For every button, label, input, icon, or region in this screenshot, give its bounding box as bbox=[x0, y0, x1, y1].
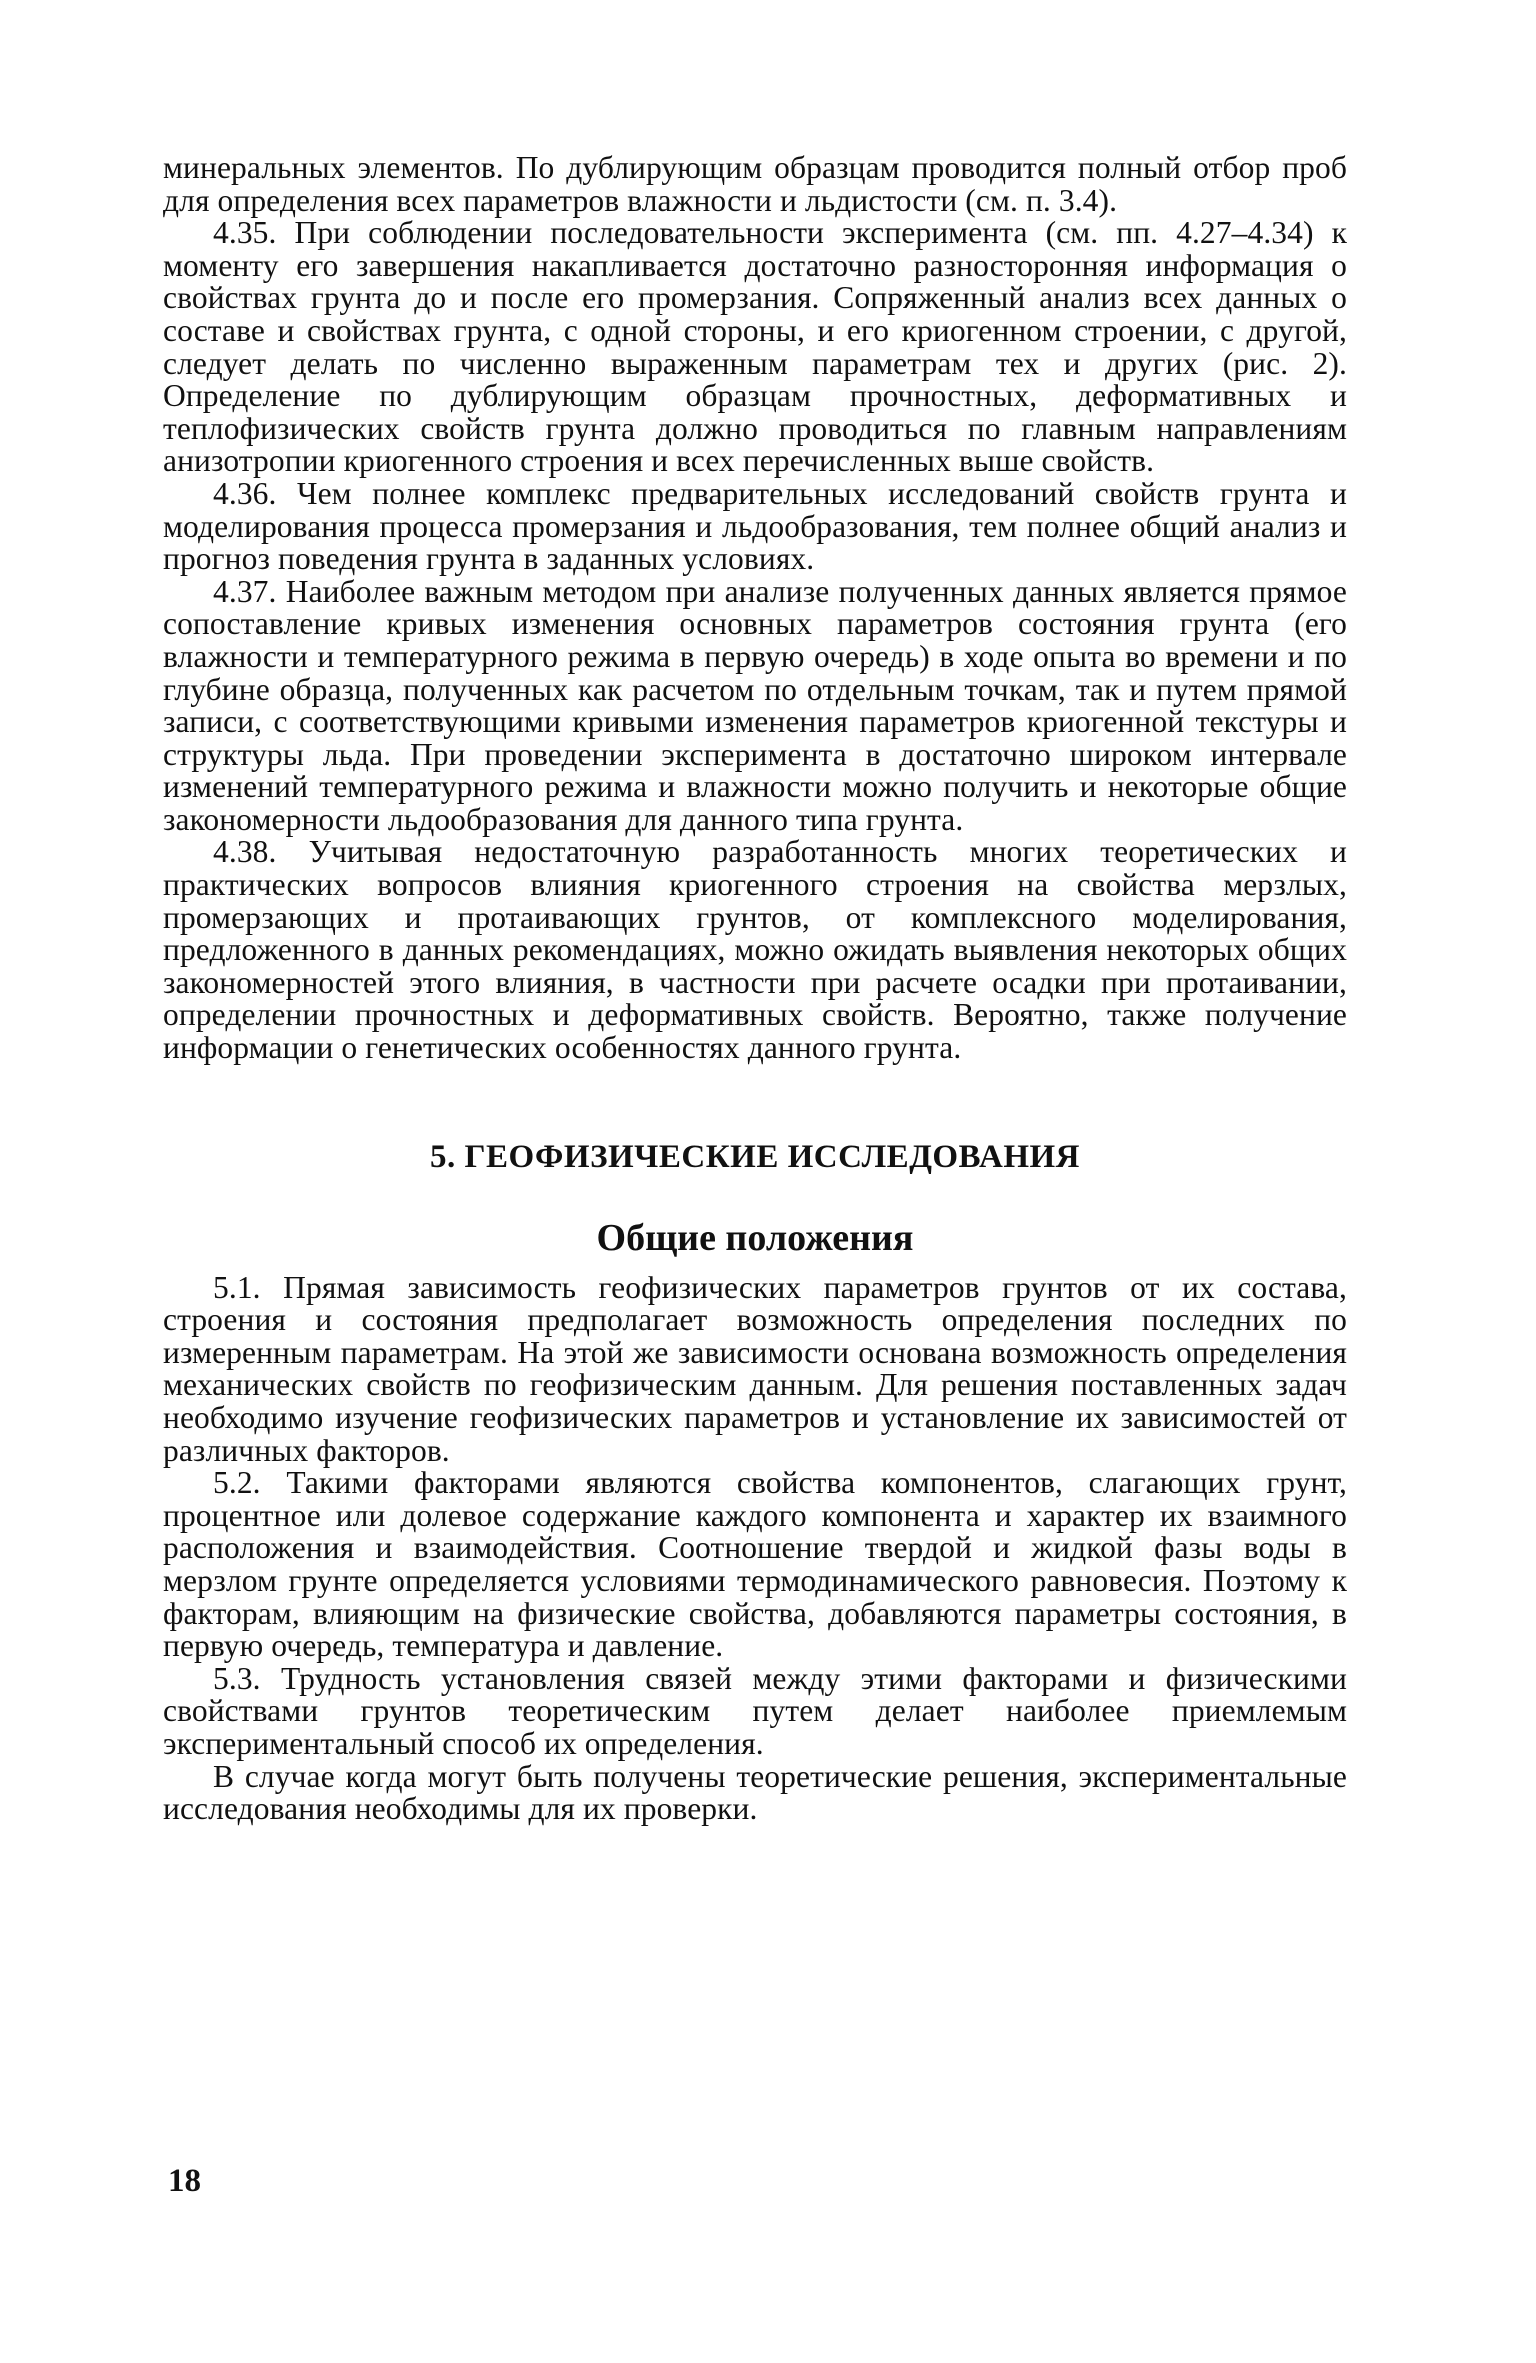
page-number: 18 bbox=[168, 2163, 201, 2199]
subsection-title: Общие положения bbox=[596, 1216, 914, 1259]
paragraph-5-3: 5.3. Трудность установления связей между этими факторами и физическими свойствами грунтов теоретическим путем делает наиболее приемлемым экспериментальный способ их определения. bbox=[163, 1660, 1347, 1761]
paragraph-4-35: 4.35. При соблюдении последовательности эксперимента (см. пп. 4.27–4.34) к моменту его завершения накапливается достаточно разносторонняя информация о свойствах грунта до и после его промерзания. Сопряженный анализ всех данных о составе и свойствах грунта, с одной стороны, и его криогенном строении, с другой, следует делать по численно выраженным параметрам тех и других (рис. 2). Определение по дублирующим образцам прочностных, деформативных и теплофизических свойств грунта должно проводиться по главным направлениям анизотропии криогенного строения и всех перечисленных выше свойств. bbox=[163, 215, 1347, 479]
paragraph-5-1: 5.1. Прямая зависимость геофизических параметров грунтов от их состава, строения и состояния предполагает возможность определения последних по измеренным параметрам. На этой же зависимости основана возможность определения механических свойств по геофизическим данным. Для решения поставленных задач необходимо изучение геофизических параметров и установление их зависимостей от различных факторов. bbox=[163, 1269, 1347, 1468]
page-body bbox=[163, 152, 1347, 1826]
paragraph-note: В случае когда могут быть получены теоретические решения, экспериментальные исследования необходимы для их проверки. bbox=[163, 1758, 1347, 1827]
paragraph-5-2: 5.2. Такими факторами являются свойства компонентов, слагающих грунт, процентное или долевое содержание каждого компонента и характер их взаимного расположения и взаимодействия. Соотношение твердой и жидкой фазы воды в мерзлом грунте определяется условиями термодинамического равновесия. Поэтому к факторам, влияющим на физические свойства, добавляются параметры состояния, в первую очередь, температура и давление. bbox=[163, 1465, 1347, 1664]
paragraph-4-37: 4.37. Наиболее важным методом при анализе полученных данных является прямое сопоставление кривых изменения основных параметров состояния грунта (его влажности и температурного режима в первую очередь) в ходе опыта во времени и по глубине образца, полученных как расчетом по отдельным точкам, так и путем прямой записи, с соответствующими кривыми изменения параметров криогенной текстуры и структуры льда. При проведении эксперимента в достаточно широком интервале изменений температурного режима и влажности можно получить и некоторые общие закономерности льдообразования для данного типа грунта. bbox=[163, 573, 1347, 837]
paragraph-4-36: 4.36. Чем полнее комплекс предварительных исследований свойств грунта и моделирования процесса промерзания и льдообразования, тем полнее общий анализ и прогноз поведения грунта в заданных условиях. bbox=[163, 475, 1347, 577]
paragraph-4-38: 4.38. Учитывая недостаточную разработанность многих теоретических и практических вопросов влияния криогенного строения на свойства мерзлых, промерзающих и протаивающих грунтов, от комплексного моделирования, предложенного в данных рекомендациях, можно ожидать выявления некоторых общих закономерностей этого влияния, в частности при расчете осадки при протаивании, определении прочностных и деформативных свойств. Вероятно, также получение информации о генетических особенностях данного грунта. bbox=[163, 834, 1347, 1066]
section-title: 5. ГЕОФИЗИЧЕСКИЕ ИССЛЕДОВАНИЯ bbox=[429, 1138, 1080, 1175]
paragraph-continuation: минеральных элементов. По дублирующим образцам проводится полный отбор проб для определения всех параметров влажности и льдистости (см. п. 3.4). bbox=[163, 150, 1347, 218]
